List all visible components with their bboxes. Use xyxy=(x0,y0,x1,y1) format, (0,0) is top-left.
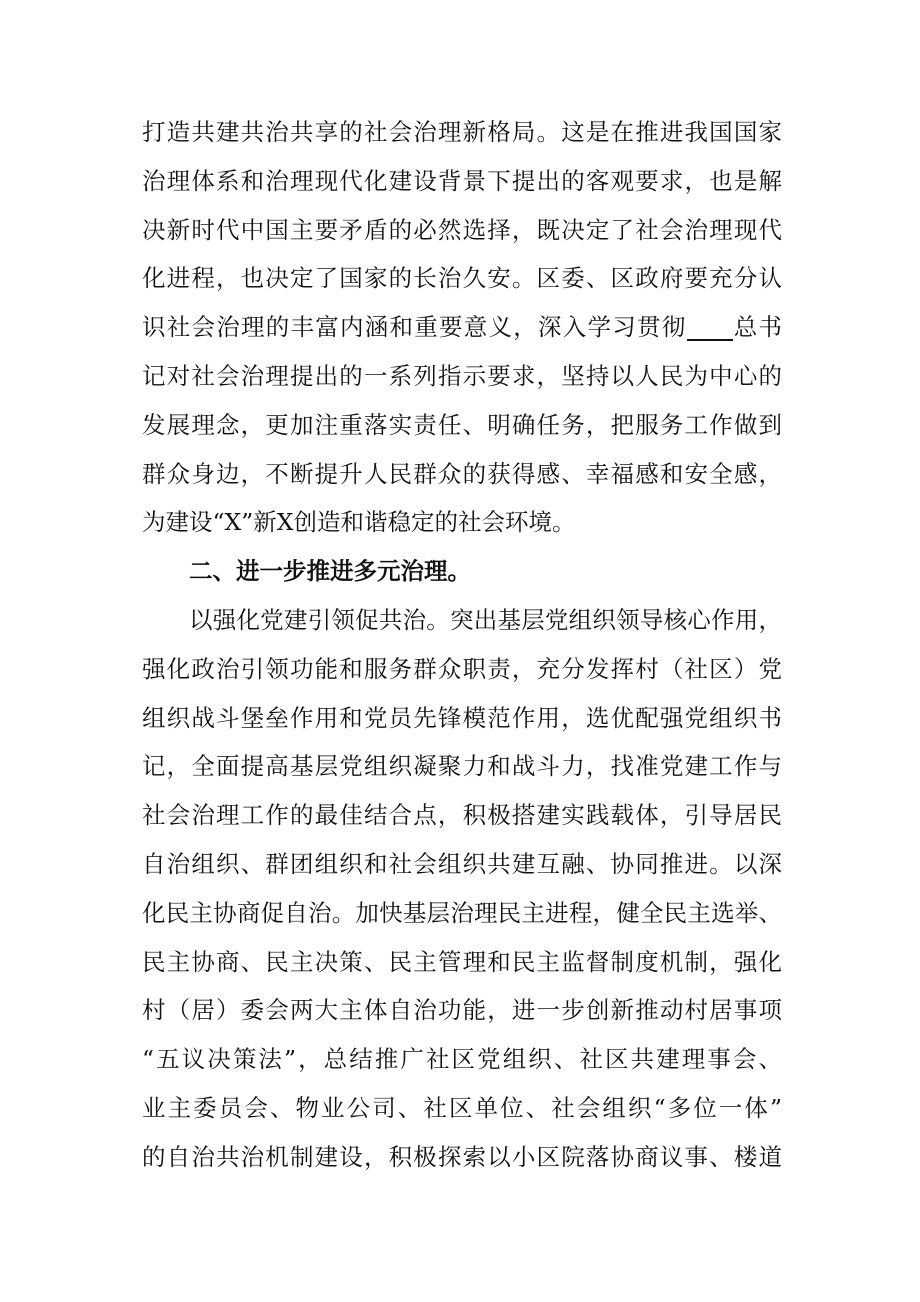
text-line: 组织战斗堡垒作用和党员先锋模范作用，选优配强党组织书 xyxy=(142,703,782,732)
text-line: 群众身边，不断提升人民群众的获得感、幸福感和安全感， xyxy=(142,459,782,488)
text-line: 自治组织、群团组织和社会组织共建互融、协同推进。以深 xyxy=(142,849,782,878)
text-line: 民主协商、民主决策、民主管理和民主监督制度机制，强化 xyxy=(142,947,782,976)
document-body xyxy=(142,108,782,1182)
text-line: 业主委员会、物业公司、社区单位、社会组织“多位一体” xyxy=(142,1093,782,1122)
text-line-with-blank xyxy=(142,303,782,352)
paragraph-multi-governance xyxy=(142,596,782,1182)
text-line: 为建设“X”新X创造和谐稳定的社会环境。 xyxy=(142,508,576,537)
text-line: 强化政治引领功能和服务群众职责，充分发挥村（社区）党 xyxy=(142,654,782,683)
paragraph-governance-pattern xyxy=(142,108,782,547)
fill-in-blank xyxy=(687,315,733,341)
text-line: 村（居）委会两大主体自治功能，进一步创新推动村居事项 xyxy=(142,996,782,1025)
text-line: “五议决策法”，总结推广社区党组织、社区共建理事会、 xyxy=(142,1045,782,1074)
text-line: 决新时代中国主要矛盾的必然选择，既决定了社会治理现代 xyxy=(142,215,782,244)
text-line: 发展理念，更加注重落实责任、明确任务，把服务工作做到 xyxy=(142,410,782,439)
text-line: 化民主协商促自治。加快基层治理民主进程，健全民主选举、 xyxy=(142,898,782,927)
text-line: 打造共建共治共享的社会治理新格局。这是在推进我国国家 xyxy=(142,118,782,146)
text-line: 记对社会治理提出的一系列指示要求，坚持以人民为中心的 xyxy=(142,361,782,390)
text-line: 治理体系和治理现代化建设背景下提出的客观要求，也是解 xyxy=(142,166,782,195)
text-segment: 识社会治理的丰富内涵和重要意义，深入学习贯彻 xyxy=(142,313,687,342)
text-line: 社会治理工作的最佳结合点，积极搭建实践载体，引导居民 xyxy=(142,801,782,830)
text-line: 化进程，也决定了国家的长治久安。区委、区政府要充分认 xyxy=(142,264,782,293)
section-heading: 二、进一步推进多元治理。 xyxy=(189,557,471,586)
text-line: 以强化党建引领促共治。突出基层党组织领导核心作用， xyxy=(189,605,782,634)
text-line: 的自治共治机制建设，积极探索以小区院落协商议事、楼道 xyxy=(142,1142,782,1171)
text-segment: 总书 xyxy=(732,313,782,342)
text-line: 记，全面提高基层党组织凝聚力和战斗力，找准党建工作与 xyxy=(142,752,782,781)
